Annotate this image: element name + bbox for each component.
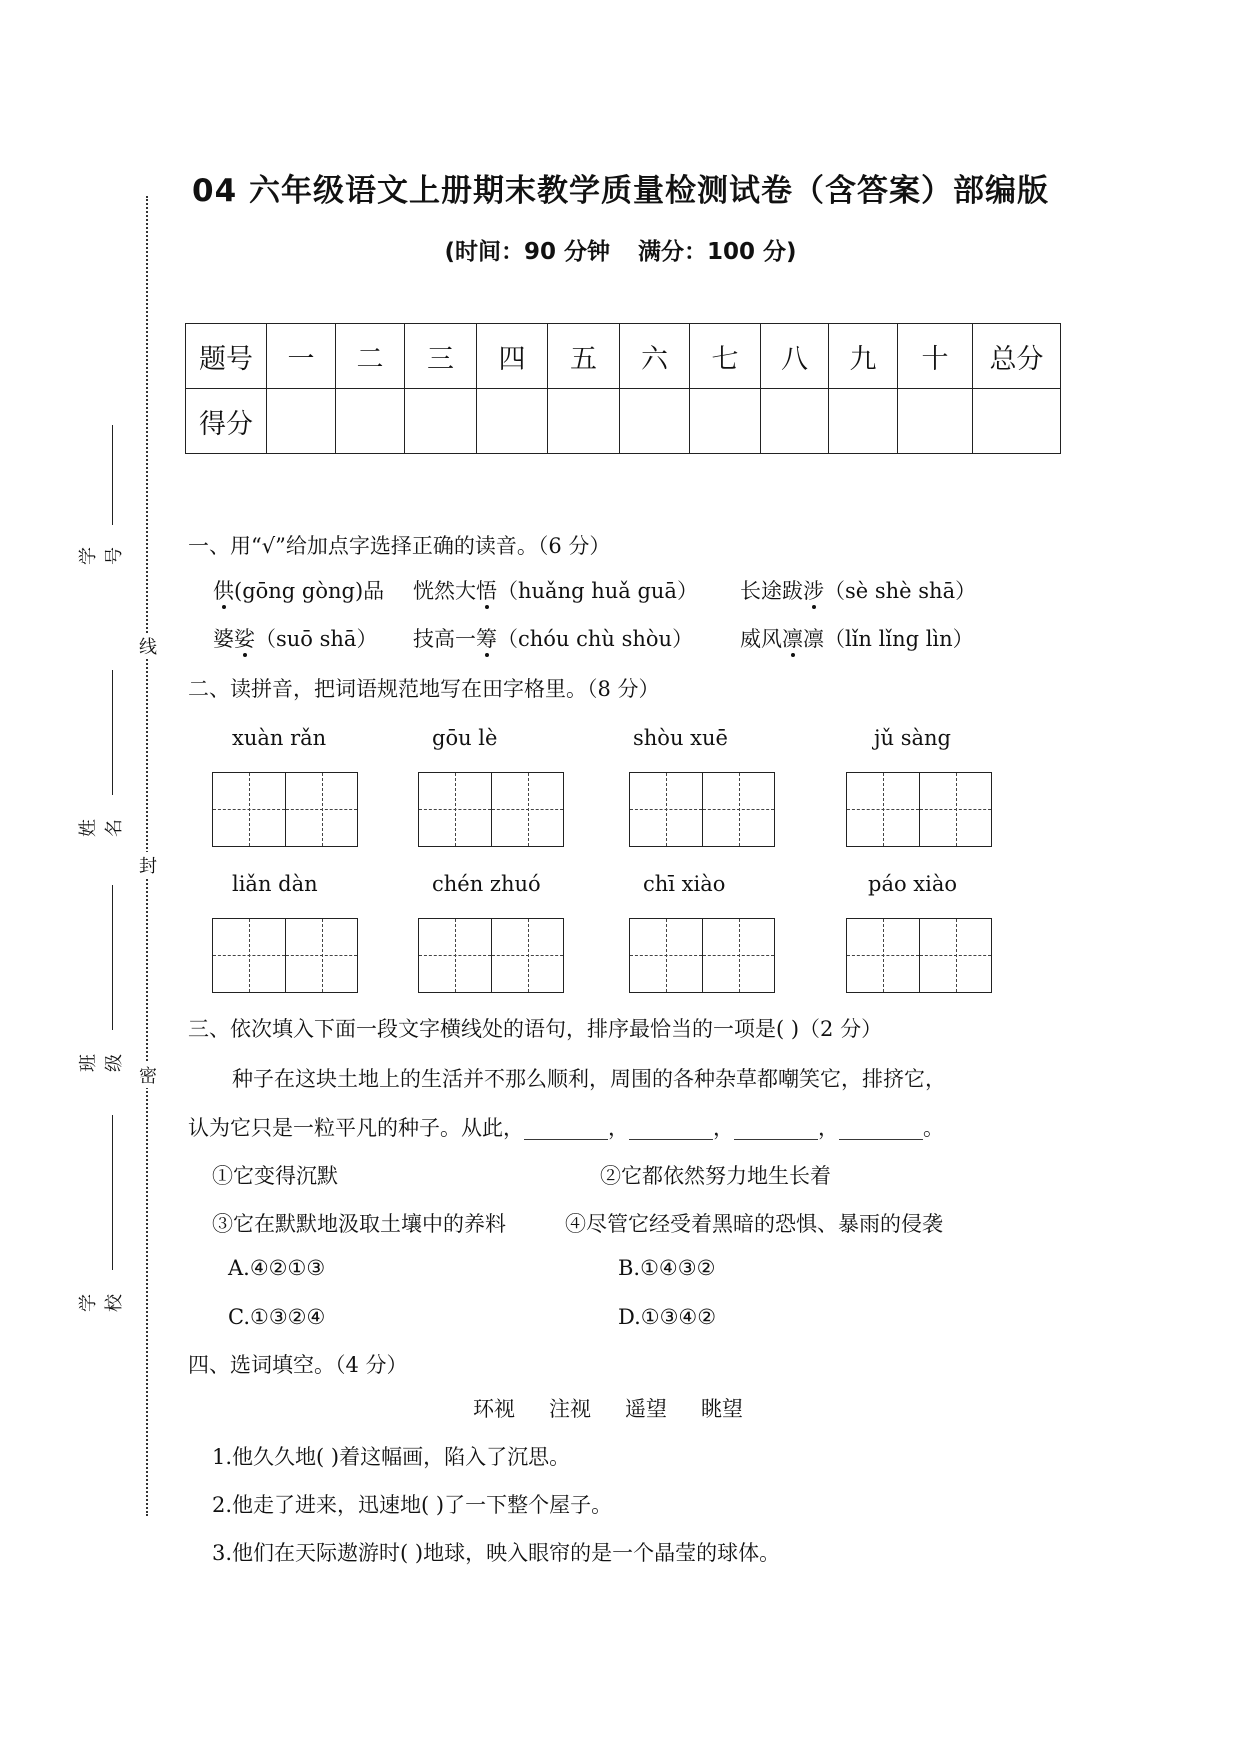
q3-option-b[interactable]: B.①④③② xyxy=(618,1256,716,1280)
score-col-8: 八 xyxy=(761,324,829,389)
score-col-9: 九 xyxy=(829,324,898,389)
pinyin-label: chén zhuó xyxy=(432,872,541,896)
student-name-line[interactable] xyxy=(112,670,113,795)
q1-item: 供(gōng gòng)品 xyxy=(213,579,385,603)
q1-prompt: 一、用“√”给加点字选择正确的读音。（6 分） xyxy=(188,534,611,558)
student-number-line[interactable] xyxy=(112,425,113,525)
pinyin-label: liǎn dàn xyxy=(232,872,318,896)
tianzige-grid[interactable] xyxy=(846,772,992,847)
score-row-label: 得分 xyxy=(186,389,267,454)
score-table xyxy=(185,323,1061,454)
score-cell[interactable] xyxy=(973,389,1061,454)
q4-sentence: 3.他们在天际遨游时( )地球，映入眼帘的是一个晶莹的球体。 xyxy=(212,1541,781,1565)
tianzige-grid[interactable] xyxy=(418,772,564,847)
score-col-10: 十 xyxy=(898,324,973,389)
score-cell[interactable] xyxy=(405,389,477,454)
q4-sentence: 2.他走了进来，迅速地( )了一下整个屋子。 xyxy=(212,1493,613,1517)
score-cell[interactable] xyxy=(761,389,829,454)
score-col-total: 总分 xyxy=(973,324,1061,389)
q1-item: 威风凛凛（lǐn lǐng lìn） xyxy=(740,627,974,651)
score-cell[interactable] xyxy=(477,389,548,454)
exam-full-score: 满分：100 分) xyxy=(638,239,797,265)
score-col-4: 四 xyxy=(477,324,548,389)
score-header-label: 题号 xyxy=(186,324,267,389)
score-col-2: 二 xyxy=(336,324,405,389)
binding-mark-feng: 封 xyxy=(139,852,157,878)
score-cell[interactable] xyxy=(690,389,761,454)
q1-item: 技高一筹（chóu chù shòu） xyxy=(413,627,694,651)
student-name-field xyxy=(78,670,126,840)
score-col-7: 七 xyxy=(690,324,761,389)
q3-item: ④尽管它经受着黑暗的恐惧、暴雨的侵袭 xyxy=(565,1212,943,1236)
q4-word: 遥望 xyxy=(625,1397,667,1421)
q1-item: 长途跋涉（sè shè shā） xyxy=(740,579,977,603)
q4-word: 环视 xyxy=(473,1397,515,1421)
school-label: 学校 xyxy=(78,1294,125,1312)
student-number-field xyxy=(78,425,126,565)
class-line[interactable] xyxy=(112,885,113,1030)
class-label: 班级 xyxy=(78,1054,125,1072)
score-cell[interactable] xyxy=(548,389,620,454)
tianzige-grid[interactable] xyxy=(846,918,992,993)
binding-mark-mi: 密 xyxy=(139,1062,157,1088)
school-field xyxy=(78,1115,126,1312)
q1-item: 恍然大悟（huǎng huǎ guā） xyxy=(413,579,698,603)
q3-option-c[interactable]: C.①③②④ xyxy=(228,1305,326,1329)
class-field xyxy=(78,885,126,1075)
student-name-label: 姓名 xyxy=(78,819,125,837)
q3-item: ②它都依然努力地生长着 xyxy=(600,1164,831,1188)
pinyin-label: jǔ sàng xyxy=(874,726,951,750)
page-title: 04 六年级语文上册期末教学质量检测试卷（含答案）部编版 xyxy=(192,173,1049,209)
q3-option-a[interactable]: A.④②①③ xyxy=(228,1256,326,1280)
score-cell[interactable] xyxy=(898,389,973,454)
pinyin-label: gōu lè xyxy=(432,726,498,750)
score-cell[interactable] xyxy=(620,389,690,454)
exam-time: (时间：90 分钟 xyxy=(444,239,610,265)
score-col-6: 六 xyxy=(620,324,690,389)
q3-prompt: 三、依次填入下面一段文字横线处的语句，排序最恰当的一项是( )（2 分） xyxy=(188,1017,883,1041)
exam-info xyxy=(0,233,1241,266)
q4-sentence: 1.他久久地( )着这幅画，陷入了沉思。 xyxy=(212,1445,571,1469)
score-cell[interactable] xyxy=(267,389,336,454)
q1-item: 婆娑（suō shā） xyxy=(213,627,378,651)
q4-word: 眺望 xyxy=(701,1397,743,1421)
q4-word: 注视 xyxy=(549,1397,591,1421)
binding-mark-xian: 线 xyxy=(139,633,157,659)
q3-passage-line-1: 种子在这块土地上的生活并不那么顺利，周围的各种杂草都嘲笑它，排挤它， xyxy=(232,1067,946,1091)
tianzige-grid[interactable] xyxy=(629,772,775,847)
q3-item: ③它在默默地汲取土壤中的养料 xyxy=(212,1212,506,1236)
score-table-score-row xyxy=(186,389,1061,454)
score-col-3: 三 xyxy=(405,324,477,389)
q3-option-d[interactable]: D.①③④② xyxy=(618,1305,717,1329)
pinyin-label: chī xiào xyxy=(643,872,726,896)
score-cell[interactable] xyxy=(829,389,898,454)
pinyin-label: xuàn rǎn xyxy=(232,726,327,750)
tianzige-grid[interactable] xyxy=(212,772,358,847)
q4-prompt: 四、选词填空。（4 分） xyxy=(188,1353,408,1377)
tianzige-grid[interactable] xyxy=(418,918,564,993)
student-number-label: 学号 xyxy=(78,547,125,565)
school-line[interactable] xyxy=(112,1115,113,1270)
score-table-header-row xyxy=(186,324,1061,389)
score-col-1: 一 xyxy=(267,324,336,389)
q3-passage-line-2: 认为它只是一粒平凡的种子。从此，________，________，________，________。 xyxy=(188,1116,944,1140)
tianzige-grid[interactable] xyxy=(629,918,775,993)
pinyin-label: shòu xuē xyxy=(633,726,728,750)
score-cell[interactable] xyxy=(336,389,405,454)
score-col-5: 五 xyxy=(548,324,620,389)
tianzige-grid[interactable] xyxy=(212,918,358,993)
q4-word-bank xyxy=(473,1393,743,1423)
pinyin-label: páo xiào xyxy=(868,872,958,896)
q2-prompt: 二、读拼音，把词语规范地写在田字格里。（8 分） xyxy=(188,677,660,701)
q3-item: ①它变得沉默 xyxy=(212,1164,338,1188)
